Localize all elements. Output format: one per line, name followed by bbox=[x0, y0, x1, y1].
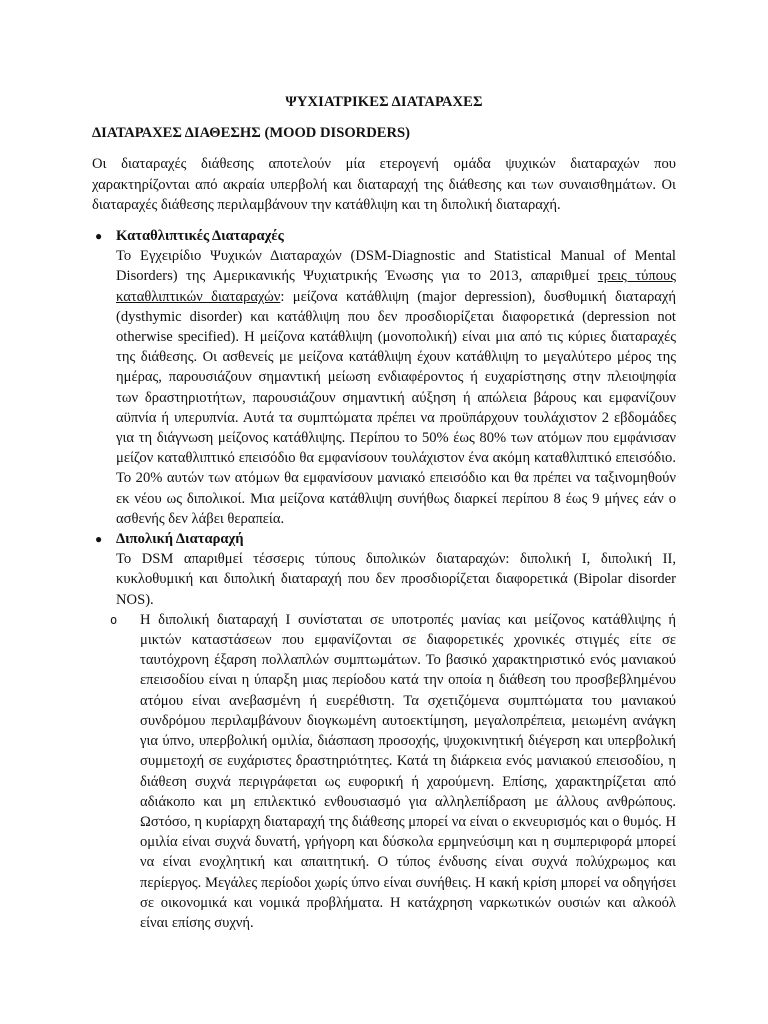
intro-paragraph: Οι διαταραχές διάθεσης αποτελούν μία ετερογενή ομάδα ψυχικών διαταραχών που χαρακτηρίζονται από ακραία υπερβολή και διαταραχή της διάθεσης και των συναισθημάτων. Οι διαταραχές διάθεσης περιλαμβάνουν την κατάθλιψη και τη διπολική διαταραχή. bbox=[92, 156, 676, 213]
sub-item-paragraph: Η διπολική διαταραχή Ι συνίσταται σε υποτροπές μανίας και μείζονος κατάθλιψης ή μικτών καταστάσεων που εμφανίζονται σε διαφορετικές χρονικές στιγμές είτε σε ταυτόχρονη έξαρση πολλαπλών συμπτωμάτων. Το βασικό χαρακτηριστικό ενός μανιακού επεισοδίου είναι η ύπαρξη μιας περίοδου κατά την οποία η διάθεση του προσβεβλημένου ατόμου είναι ανεβασμένη ή ευερέθιστη. Τα σχετιζόμενα συμπτώματα του μανιακού συνδρόμου περιλαμβάνουν διογκωμένη αυτοεκτίμηση, μεγαλοπρέπεια, μειωμένη ανάγκη για ύπνο, υπερβολική ομιλία, διάσπαση προσοχής, ψυχοκινητική διέγερση και υπερβολική συμμετοχή σε ευχάριστες δραστηριότητες. Κατά τη διάρκεια ενός μανιακού επεισοδίου, η διάθεση συχνά περιγράφεται ως ευφορική ή χαρούμενη. Επίσης, χαρακτηρίζεται από αδιάκοπο και μη επιλεκτικό ενθουσιασμό για αλληλεπίδραση με άλλους ανθρώπους. Ωστόσο, η κυρίαρχη διαταραχή της διάθεσης μπορεί να είναι ο εκνευρισμός και ο θυμός. Η ομιλία είναι συχνά δυνατή, γρήγορη και δύσκολα ερμηνεύσιμη και η συμπεριφορά μπορεί να είναι ενοχλητική και απαιτητική. Ο τύπος ένδυσης είναι συχνά πολύχρωμος και περίεργος. Μεγάλες περίοδοι χωρίς ύπνο είναι συνήθεις. Η κακή κρίση μπορεί να οδηγήσει σε οικονομικά και νομικά προβλήματα. Η κατάχρηση ναρκωτικών ουσιών και αλκοόλ είναι επίσης συχνή. bbox=[140, 611, 676, 931]
bullet-bipolar-disorder bbox=[92, 529, 676, 610]
bullet-icon: ● bbox=[95, 229, 103, 244]
paragraph-text: : μείζονα κατάθλιψη (major depression), δυσθυμική διαταραχή (dysthymic disorder) και κατάθλιψη που δεν προσδιορίζεται διαφορετικά (depression not otherwise specified). Η μείζονα κατάθλιψη (μονοπολική) είναι μια από τις κύριες διαταραχές της διάθεσης. Οι ασθενείς με μείζονα κατάθλιψη έχουν κατάθλιψη το μεγαλύτερο μέρος της ημέρας, παρουσιάζουν σημαντική μείωση ενδιαφέροντος ή ευχαρίστησης στην πλειοψηφία των δραστηριοτήτων, παρουσιάζουν σημαντική αύξηση ή απώλεια βάρους και εμφανίζουν αϋπνία ή υπερυπνία. Αυτά τα συμπτώματα πρέπει να προϋπάρχουν τουλάχιστον 2 εβδομάδες για τη διάγνωση μείζονος κατάθλιψης. Περίπου το 50% έως 80% των ατόμων που εμφάνισαν μείζον καταθλιπτικό επεισόδιο θα εμφανίσουν τουλάχιστον ένα ακόμη καταθλιπτικό επεισόδιο. Το 20% αυτών των ατόμων θα εμφανίσουν μανιακό επεισόδιο και θα πρέπει να ταξινομηθούν εκ νέου ως διπολικοί. Μια μείζονα κατάθλιψη συνήθως διαρκεί περίπου 8 έως 9 μήνες εάν ο ασθενής δεν λάβει θεραπεία. bbox=[116, 288, 676, 527]
bullet-paragraph bbox=[116, 246, 676, 529]
section-heading: ΔΙΑΤΑΡΑΧΕΣ ΔΙΑΘΕΣΗΣ (MOOD DISORDERS) bbox=[92, 125, 410, 142]
bullet-icon: ● bbox=[95, 532, 103, 547]
sub-item-bipolar-i bbox=[92, 610, 676, 933]
paragraph-text: Το Εγχειρίδιο Ψυχικών Διαταραχών (DSM-Diagnostic and Statistical Manual of Mental Disorders) της Αμερικανικής Ψυχιατρικής Ένωσης για το 2013, απαριθμεί bbox=[116, 248, 676, 285]
bullet-title: Διπολική Διαταραχή bbox=[116, 531, 244, 548]
bullet-paragraph: Το DSM απαριθμεί τέσσερις τύπους διπολικών διαταραχών: διπολική Ι, διπολική ΙΙ, κυκλοθυμική και διπολική διαταραχή που δεν προσδιορίζεται διαφορετικά (Bipolar disorder NOS). bbox=[116, 551, 676, 608]
bullet-depressive-disorders bbox=[92, 226, 676, 529]
page-title: ΨΥΧΙΑΤΡΙΚΕΣ ΔΙΑΤΑΡΑΧΕΣ bbox=[285, 94, 483, 110]
sub-bullet-icon: o bbox=[110, 612, 118, 627]
underlined-text: τρεις τύπους καταθλιπτικών διαταραχών bbox=[116, 268, 676, 305]
bullet-title: Καταθλιπτικές Διαταραχές bbox=[116, 228, 284, 245]
